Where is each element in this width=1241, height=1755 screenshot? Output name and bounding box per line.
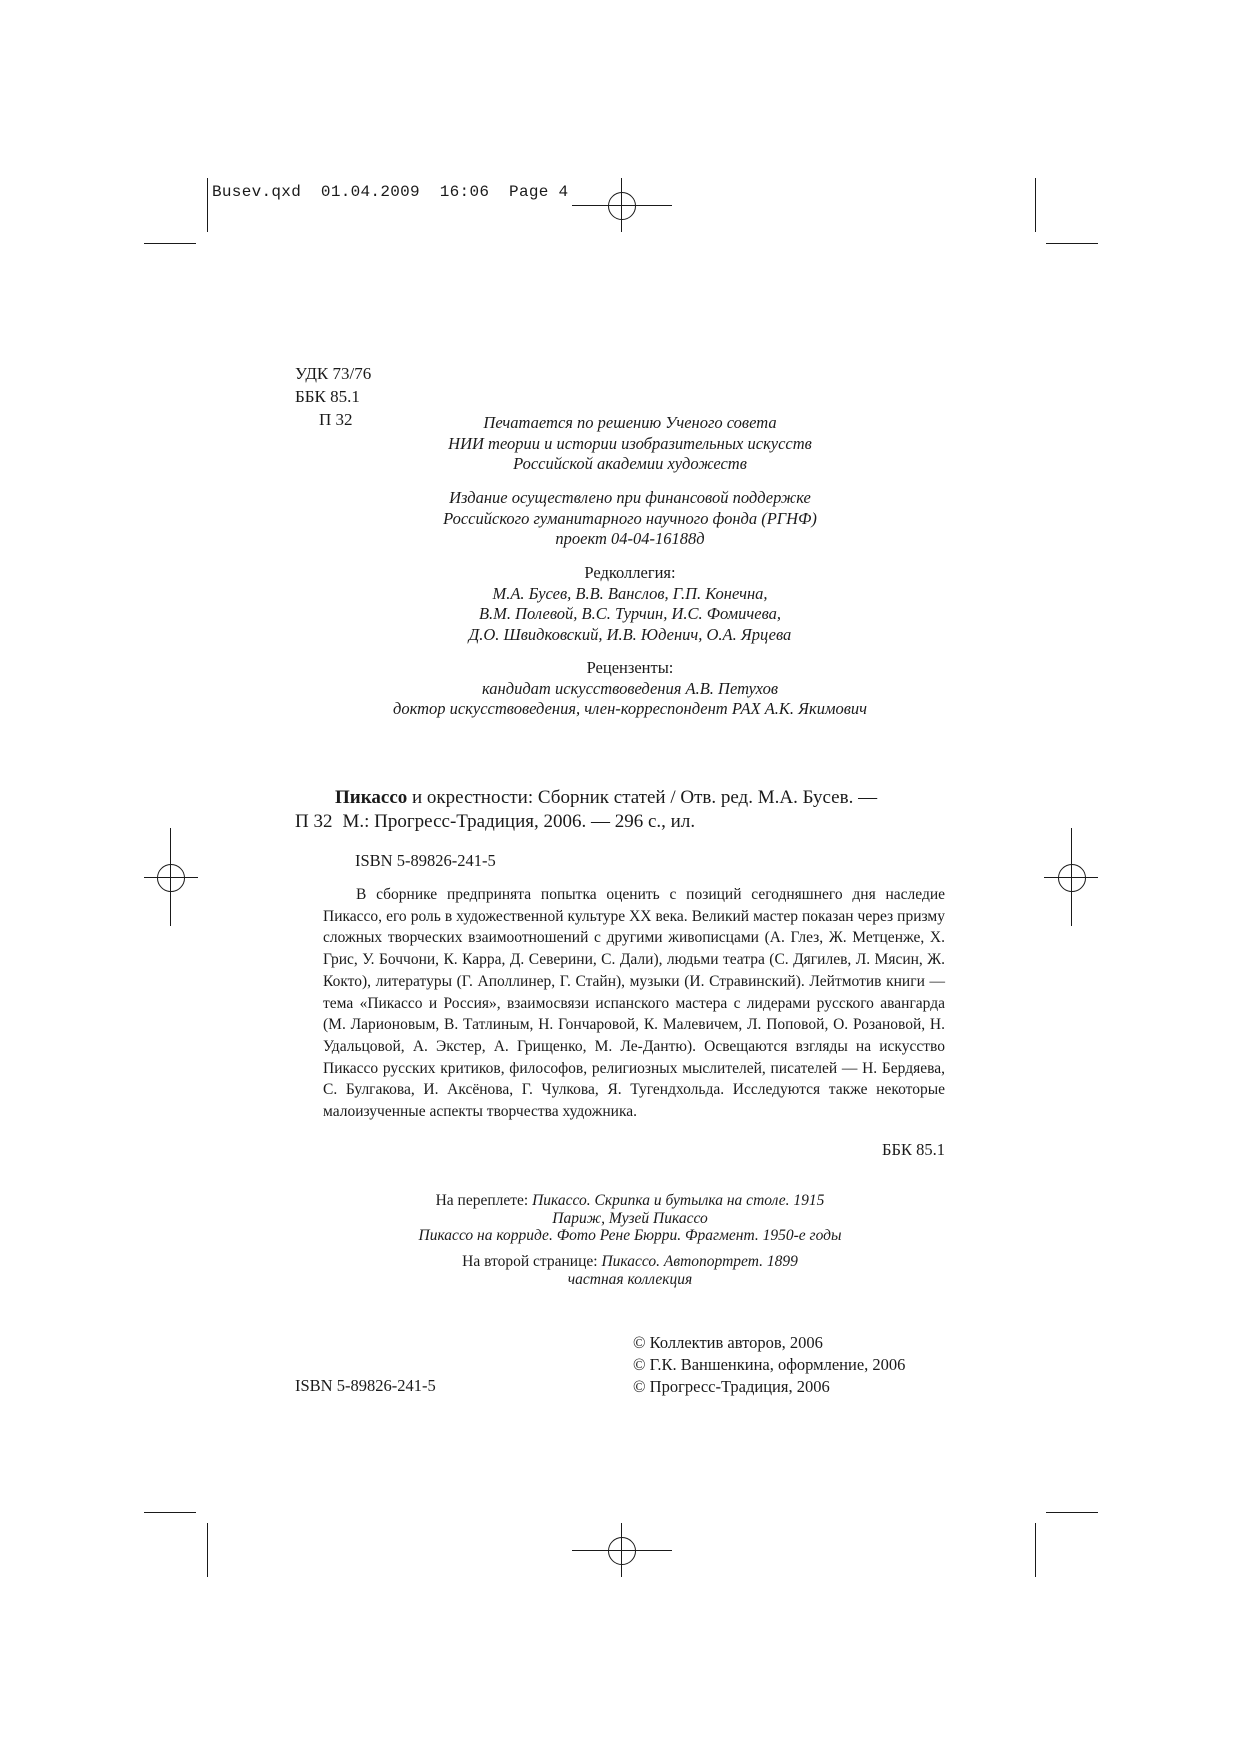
cover-caption	[310, 1192, 950, 1245]
board-heading: Редколлегия:	[584, 563, 676, 582]
board-line: М.А. Бусев, В.В. Ванслов, Г.П. Конечна,	[492, 583, 768, 603]
copyright-line: © Г.К. Ваншенкина, оформление, 2006	[633, 1355, 906, 1374]
second-page-caption-line: частная коллекция	[567, 1270, 693, 1288]
copyright-line: © Прогресс-Традиция, 2006	[633, 1377, 830, 1396]
funding-line: Российского гуманитарного научного фонда (РГНФ)	[443, 508, 817, 528]
second-page-label: На второй странице:	[462, 1253, 598, 1270]
funding-line: Издание осуществлено при финансовой поддержке	[449, 488, 811, 507]
reviewers-heading: Рецензенты:	[586, 658, 674, 677]
registration-circle	[608, 192, 636, 220]
board-line: В.М. Полевой, В.С. Турчин, И.С. Фомичева,	[478, 604, 782, 623]
decision-line: Российской академии художеств	[513, 454, 747, 473]
copyright-line: © Коллектив авторов, 2006	[633, 1333, 823, 1352]
copyright-block	[633, 1332, 905, 1398]
second-page-title: Пикассо. Автопортрет. 1899	[601, 1253, 798, 1270]
registration-circle	[157, 864, 185, 892]
crop-mark	[1035, 178, 1036, 232]
crop-mark	[144, 243, 196, 244]
board-line: Д.О. Швидковский, И.В. Юденич, О.А. Ярцева	[468, 624, 792, 644]
publication-decision	[310, 413, 950, 475]
book-title: Пикассо	[335, 787, 408, 808]
cover-caption-line: Пикассо на корриде. Фото Рене Бюрри. Фрагмент. 1950-е годы	[418, 1227, 842, 1244]
editorial-board	[310, 563, 950, 645]
biblio-author-mark: П 32	[295, 811, 333, 832]
author-mark: П 32	[319, 410, 353, 429]
cover-caption-line: Париж, Музей Пикассо	[552, 1209, 708, 1227]
cover-caption-line	[310, 1192, 950, 1210]
abstract	[323, 884, 945, 1123]
biblio-line-1	[295, 786, 877, 810]
crop-mark	[1046, 243, 1098, 244]
crop-mark	[144, 1512, 196, 1513]
cover-title: Пикассо. Скрипка и бутылка на столе. 1915	[532, 1192, 825, 1209]
reviewer-line: доктор искусствоведения, член-корреспондент РАХ А.К. Якимович	[392, 699, 868, 718]
reviewers	[310, 658, 950, 720]
cover-label: На переплете:	[435, 1192, 529, 1209]
funding-note	[310, 488, 950, 550]
biblio-line-2	[295, 810, 877, 834]
reviewer-line: кандидат искусствоведения А.В. Петухов	[481, 678, 779, 698]
bibliographic-entry	[295, 786, 877, 834]
isbn-bottom: ISBN 5-89826-241-5	[295, 1376, 436, 1395]
biblio-imprint: М.: Прогресс-Традиция, 2006. — 296 с., ил.	[342, 811, 696, 832]
second-page-caption	[310, 1253, 950, 1288]
registration-circle	[608, 1537, 636, 1565]
bbk-code: ББК 85.1	[295, 387, 360, 406]
funding-line: проект 04-04-16188д	[555, 529, 705, 548]
abstract-text: В сборнике предпринята попытка оценить с позиций сегодняшнего дня наследие Пикассо, его роль в художественной культуре XX века. Великий мастер показан через призму сложных творческих взаимоотношений с другими живописцами (А. Глез, Ж. Метценже, Х. Грис, У. Боччони, К. Карра, Д. Северини, С. Дали), людьми театра (С. Дягилев, Л. Мясин, Ж. Кокто), литературы (Г. Аполлинер, Г. Стайн), музыки (И. Стравинский). Лейтмотив книги — тема «Пикассо и Россия», взаимосвязи испанского мастера с лидерами русского авангарда (М. Ларионовым, В. Татлиным, Н. Гончаровой, К. Малевичем, Л. Поповой, О. Розановой, Н. Удальцовой, А. Экстер, А. Грищенко, М. Ле-Дантю). Освещаются взгляды на искусство Пикассо русских критиков, философов, религиозных мыслителей, писателей — Н. Бердяева, С. Булгакова, И. Аксёнова, Г. Чулкова, Я. Тугендхольда. Исследуются также некоторые малоизученные аспекты творчества художника.	[323, 886, 945, 1121]
decision-line: НИИ теории и истории изобразительных искусств	[448, 433, 812, 453]
decision-line: Печатается по решению Ученого совета	[483, 413, 777, 432]
isbn-top: ISBN 5-89826-241-5	[355, 851, 496, 870]
crop-mark	[207, 1523, 208, 1577]
crop-mark	[207, 178, 208, 232]
crop-mark	[1035, 1523, 1036, 1577]
printer-slug: Busev.qxd 01.04.2009 16:06 Page 4	[212, 183, 569, 201]
bbk-code-bottom: ББК 85.1	[882, 1140, 945, 1159]
registration-circle	[1058, 864, 1086, 892]
crop-mark	[1046, 1512, 1098, 1513]
second-page-caption-line	[310, 1253, 950, 1271]
biblio-title-rest: и окрестности: Сборник статей / Отв. ред. М.А. Бусев. —	[407, 787, 878, 808]
udk-code: УДК 73/76	[295, 364, 372, 383]
